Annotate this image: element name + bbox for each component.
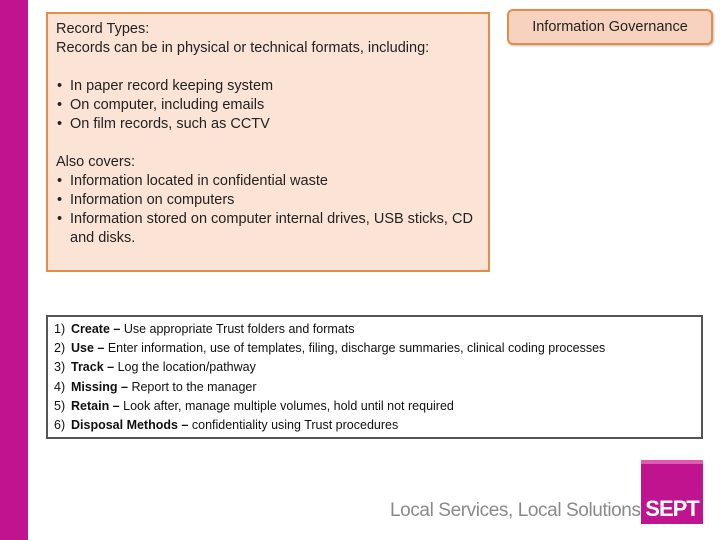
record-types-intro: Records can be in physical or technical formats, including: <box>56 40 430 56</box>
covers-list <box>56 172 480 248</box>
covers-item: • Information located in confidential waste <box>56 172 480 191</box>
logo-text: SEPT <box>645 496 699 521</box>
formats-list <box>56 77 480 134</box>
format-item: • On computer, including emails <box>56 96 480 115</box>
lifecycle-step: 3) Track – Log the location/pathway <box>54 360 256 375</box>
lifecycle-step: 6) Disposal Methods – confidentiality using Trust procedures <box>54 418 399 433</box>
lifecycle-step: 1) Create – Use appropriate Trust folders and formats <box>54 322 355 336</box>
lifecycle-list <box>54 320 704 435</box>
covers-item: • Information on computers <box>56 191 480 210</box>
information-governance-badge <box>507 9 713 45</box>
record-types-heading: Record Types: <box>56 21 150 37</box>
lifecycle-step: 4) Missing – Report to the manager <box>54 379 257 394</box>
badge-label: Information Governance <box>532 19 688 35</box>
format-item: • On film records, such as CCTV <box>56 115 480 134</box>
lifecycle-step: 2) Use – Enter information, use of templates, filing, discharge summaries, clinical coding processes <box>54 341 606 356</box>
format-item: • In paper record keeping system <box>56 77 480 96</box>
also-covers-heading: Also covers: <box>56 154 135 170</box>
lifecycle-step: 5) Retain – Look after, manage multiple volumes, hold until not required <box>54 398 454 413</box>
sept-logo <box>641 460 703 524</box>
covers-item: • Information stored on computer internal drives, USB sticks, CD and disks. <box>56 210 480 248</box>
footer-tagline: Local Services, Local Solutions <box>390 500 641 521</box>
record-types-box <box>46 12 490 272</box>
left-accent-bar <box>0 0 28 540</box>
